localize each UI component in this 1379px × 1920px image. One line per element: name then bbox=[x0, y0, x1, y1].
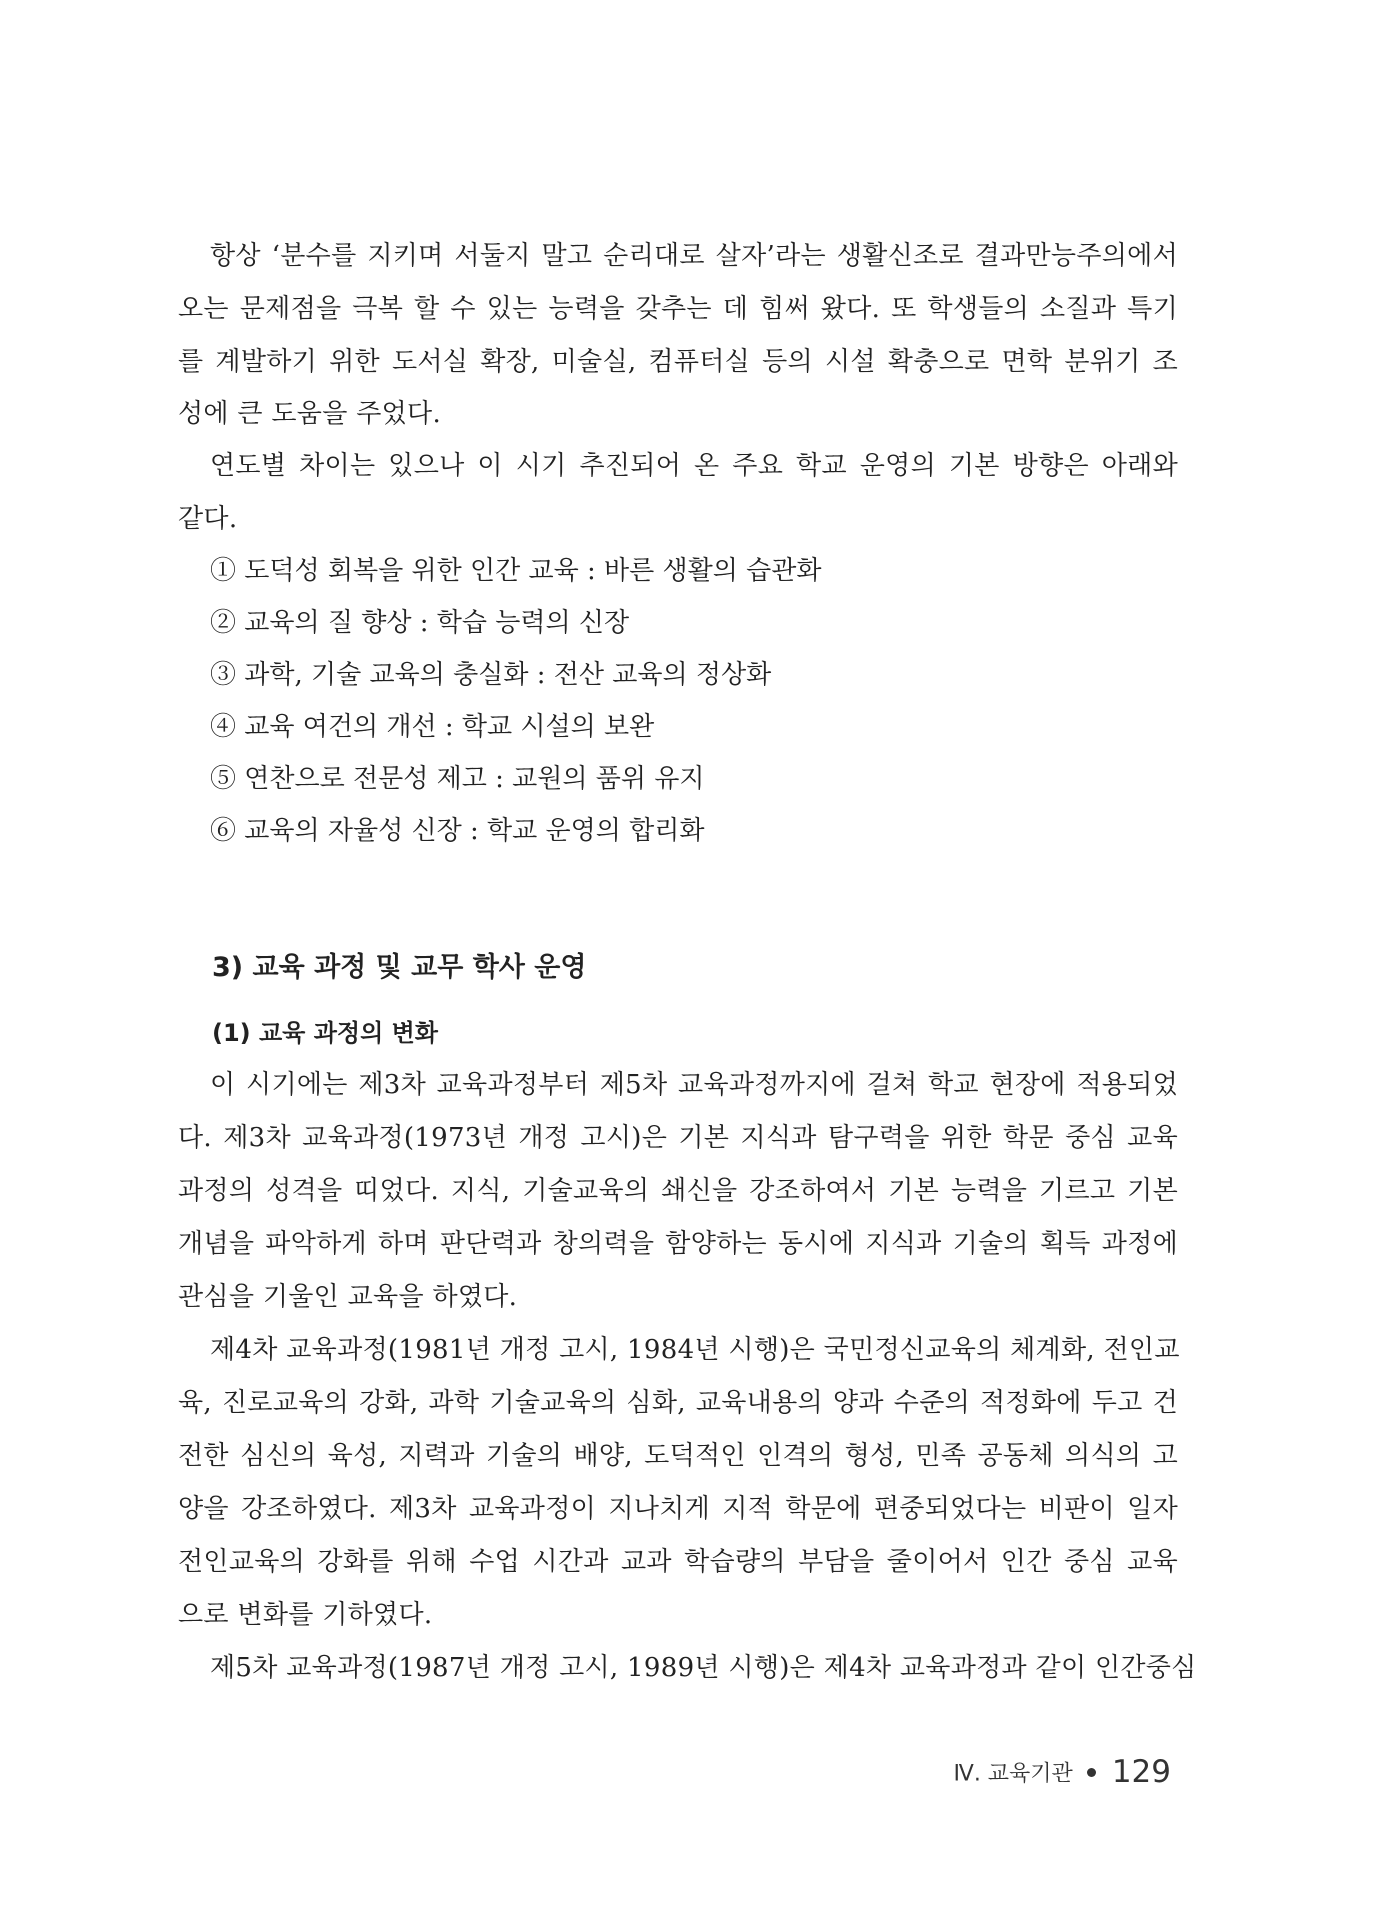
list-item: ⑤ 연찬으로 전문성 제고 : 교원의 품위 유지 bbox=[210, 764, 705, 794]
paragraph-line: 이 시기에는 제3차 교육과정부터 제5차 교육과정까지에 걸쳐 학교 현장에 적용되었 bbox=[210, 1070, 1178, 1100]
paragraph-line: 으로 변화를 기하였다. bbox=[178, 1600, 433, 1630]
paragraph-line: 연도별 차이는 있으나 이 시기 추진되어 온 주요 학교 운영의 기본 방향은 아래와 bbox=[210, 451, 1178, 481]
paragraph-line: 양을 강조하였다. 제3차 교육과정이 지나치게 지적 학문에 편중되었다는 비판이 일자 bbox=[178, 1494, 1178, 1524]
paragraph-line: 과정의 성격을 띠었다. 지식, 기술교육의 쇄신을 강조하여서 기본 능력을 기르고 기본 bbox=[178, 1176, 1178, 1206]
paragraph-line: 개념을 파악하게 하며 판단력과 창의력을 함양하는 동시에 지식과 기술의 획득 과정에 bbox=[178, 1229, 1178, 1259]
list-item: ④ 교육 여건의 개선 : 학교 시설의 보완 bbox=[210, 712, 655, 742]
paragraph-line: 육, 진로교육의 강화, 과학 기술교육의 심화, 교육내용의 양과 수준의 적정화에 두고 건 bbox=[178, 1388, 1178, 1418]
paragraph-line: 전한 심신의 육성, 지력과 기술의 배양, 도덕적인 인격의 형성, 민족 공동체 의식의 고 bbox=[178, 1441, 1178, 1471]
paragraph-line: 제5차 교육과정(1987년 개정 고시, 1989년 시행)은 제4차 교육과정과 같이 인간중심 bbox=[210, 1653, 1197, 1683]
paragraph-line: 관심을 기울인 교육을 하였다. bbox=[178, 1282, 518, 1312]
list-item: ③ 과학, 기술 교육의 충실화 : 전산 교육의 정상화 bbox=[210, 660, 772, 690]
page-footer bbox=[954, 1754, 1171, 1790]
list-item: ② 교육의 질 향상 : 학습 능력의 신장 bbox=[210, 608, 630, 638]
subsection-heading: (1) 교육 과정의 변화 bbox=[212, 1019, 438, 1047]
footer-section-label: Ⅳ. 교육기관 bbox=[953, 1761, 1073, 1787]
paragraph-line: 성에 큰 도움을 주었다. bbox=[178, 399, 442, 429]
paragraph-line: 같다. bbox=[178, 504, 238, 534]
section-heading: 3) 교육 과정 및 교무 학사 운영 bbox=[212, 952, 587, 983]
paragraph-line: 오는 문제점을 극복 할 수 있는 능력을 갖추는 데 힘써 왔다. 또 학생들의 소질과 특기 bbox=[178, 294, 1178, 324]
paragraph-line: 다. 제3차 교육과정(1973년 개정 고시)은 기본 지식과 탐구력을 위한 학문 중심 교육 bbox=[178, 1123, 1178, 1153]
paragraph-line: 를 계발하기 위한 도서실 확장, 미술실, 컴퓨터실 등의 시설 확충으로 면학 분위기 조 bbox=[178, 347, 1178, 377]
list-item: ① 도덕성 회복을 위한 인간 교육 : 바른 생활의 습관화 bbox=[210, 556, 822, 586]
list-item: ⑥ 교육의 자율성 신장 : 학교 운영의 합리화 bbox=[210, 816, 705, 846]
bullet-dot-icon bbox=[1087, 1768, 1096, 1777]
paragraph-line: 제4차 교육과정(1981년 개정 고시, 1984년 시행)은 국민정신교육의 체계화, 전인교 bbox=[210, 1335, 1180, 1365]
paragraph-line: 항상 ‘분수를 지키며 서둘지 말고 순리대로 살자’라는 생활신조로 결과만능주의에서 bbox=[210, 241, 1178, 271]
page-number: 129 bbox=[1111, 1754, 1171, 1790]
paragraph-line: 전인교육의 강화를 위해 수업 시간과 교과 학습량의 부담을 줄이어서 인간 중심 교육 bbox=[178, 1547, 1178, 1577]
